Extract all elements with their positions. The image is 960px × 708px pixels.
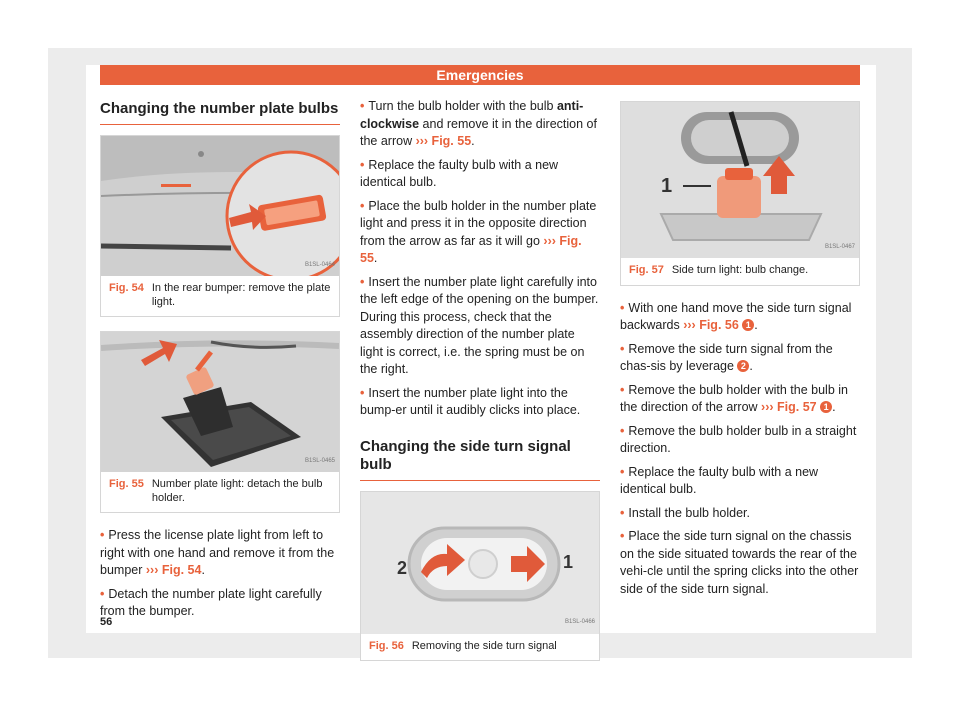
col1-step-1: • Press the license plate light from left to right with one hand and remove it from the bumper ››› Fig. 54.	[100, 528, 335, 577]
column-3	[620, 101, 860, 604]
figure-56-code: B1SL-0466	[564, 619, 595, 625]
col2-step-7: • Insert the number plate light into the bump-er until it audibly clicks into place.	[360, 385, 581, 417]
number-plate-light-illustration	[101, 332, 339, 472]
figure-57-code: B1SL-0467	[824, 243, 855, 250]
col2-step-3: • Turn the bulb holder with the bulb anti-clockwise and remove it in the direction of the arrow ››› Fig. 55.	[360, 99, 597, 148]
figure-54-image	[101, 136, 339, 276]
col3-step-4: • Remove the bulb holder bulb in a straight direction.	[620, 423, 857, 455]
fig55-link-a[interactable]: ››› Fig. 55	[415, 134, 472, 148]
figure-56	[360, 491, 600, 662]
heading-side-turn-signal: Changing the side turn signal bulb	[360, 434, 600, 481]
figure-57-label-1: 1	[661, 175, 673, 197]
col2-step-6: • Insert the number plate light carefully into the left edge of the opening on the bumper. During this process, check that the assembly direction of the number plate light is correct, i.e. the spring must be on the right.	[360, 274, 599, 376]
figure-56-caption-text: Removing the side turn signal	[411, 639, 557, 652]
page-number: 56	[100, 616, 113, 628]
callout-badge: 1	[742, 319, 754, 331]
fig54-link[interactable]: ››› Fig. 54	[145, 563, 202, 577]
figure-56-caption	[361, 634, 599, 661]
figure-54-caption-text: In the rear bumper: remove the plate light.	[151, 282, 331, 308]
figure-57-caption-text: Side turn light: bulb change.	[671, 264, 809, 276]
column-1	[100, 96, 340, 627]
figure-55-caption-text: Number plate light: detach the bulb holder.	[151, 478, 323, 504]
rear-bumper-illustration	[101, 136, 339, 276]
figure-57	[620, 101, 860, 286]
fig57-link[interactable]: ››› Fig. 57	[761, 400, 817, 414]
column-2	[360, 98, 600, 675]
figure-55-image	[101, 332, 339, 472]
figure-56-image	[361, 492, 599, 634]
col2-step-5: • Place the bulb holder in the number plate light and press it in the opposite direction from the arrow as far as it will go ››› Fig. 55.	[360, 198, 597, 265]
side-turn-signal-illustration	[361, 492, 599, 634]
col1-step-2: • Detach the number plate light carefully from the bumper.	[100, 586, 322, 618]
figure-57-image	[621, 102, 859, 258]
figure-56-label-2: 2	[397, 557, 408, 578]
figure-55-number: Fig. 55	[109, 478, 144, 490]
figure-55	[100, 331, 340, 513]
col3-step-3: • Remove the bulb holder with the bulb in the direction of the arrow ››› Fig. 57 1 .	[620, 382, 848, 414]
figure-56-label-1: 1	[563, 551, 574, 572]
figure-55-code: B1SL-0465	[304, 457, 335, 464]
fig55-link-b[interactable]: ››› Fig. 55	[360, 233, 582, 265]
col3-step-7: • Place the side turn signal on the chassis on the side situated towards the rear of the vehi-cle until the spring clicks into the other side of the side turn signal.	[620, 529, 859, 596]
col3-step-5: • Replace the faulty bulb with a new identical bulb.	[620, 464, 819, 496]
col2-step-4: • Replace the faulty bulb with a new identical bulb.	[360, 157, 559, 189]
figure-57-number: Fig. 57	[629, 264, 664, 276]
fig56-link[interactable]: ››› Fig. 56	[683, 318, 739, 332]
section-header: Emergencies	[100, 65, 860, 85]
callout-badge: 2	[737, 360, 749, 372]
col3-step-2: • Remove the side turn signal from the chas-sis by leverage 2 .	[620, 341, 833, 373]
col3-step-6: • Install the bulb holder.	[620, 505, 751, 520]
col3-step-1: • With one hand move the side turn signal backwards ››› Fig. 56 1 .	[620, 300, 852, 332]
bulb-change-illustration	[621, 102, 859, 258]
figure-54-caption	[101, 276, 339, 316]
figure-55-caption	[101, 472, 339, 512]
callout-badge: 1	[820, 401, 832, 413]
figure-56-number: Fig. 56	[369, 639, 404, 652]
figure-54-number: Fig. 54	[109, 282, 144, 294]
heading-number-plate-bulbs: Changing the number plate bulbs	[100, 96, 340, 125]
figure-57-caption	[621, 258, 859, 285]
figure-54	[100, 135, 340, 317]
figure-54-code: B1SL-0464	[304, 261, 335, 268]
